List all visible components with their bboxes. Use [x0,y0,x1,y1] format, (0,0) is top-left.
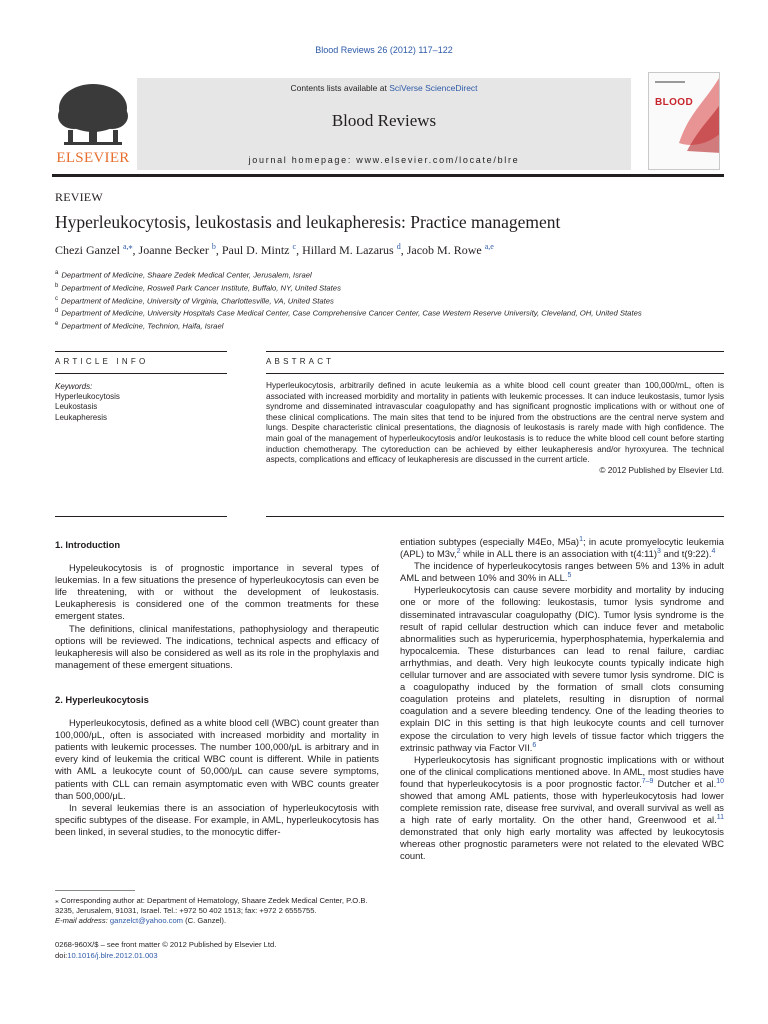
keyword-item: Leukapheresis [55,412,108,422]
abstract-bottom-rule [266,516,724,517]
affiliation-list [55,268,735,332]
author-affiliation-mark[interactable]: a,e [484,242,494,251]
journal-masthead [137,78,631,170]
footnote-rule [55,890,135,891]
issn-line: 0268-960X/$ – see front matter © 2012 Published by Elsevier Ltd. [55,940,277,949]
header-rule [52,174,724,177]
author-affiliation-mark[interactable]: b [211,242,216,251]
affiliation-item: $^e$ Department of Medicine, Technion, Haifa, Israel [55,321,224,331]
author-affiliation-mark[interactable]: c [292,242,297,251]
keywords-label: Keywords: [55,382,93,391]
section-heading-introduction: 1. Introduction [55,539,121,550]
journal-title: Blood Reviews [331,111,437,130]
body-left-column [55,539,379,838]
paragraph: In several leukemias there is an association of hyperleukocytosis with specific subtypes of the disease. For example, in AML, hyperleukocytosis has been linked, in several studies, to the monocytic differ- [55,801,379,837]
journal-citation[interactable]: Blood Reviews 26 (2012) 117–122 [315,45,453,55]
affiliation-item: $^d$ Department of Medicine, University Hospitals Case Medical Center, Case Comprehensive Cancer Center, Case Western Reserve University, Cleveland, OH, United States [55,308,642,318]
paragraph: Hyperleukocytosis has significant prognostic implications with or without one of the clinical complications mentioned above. In AML, most studies have found that hyperleukocytosis is a poor prognostic factor.$^{7-9}$ Dutcher et al.$^{10}$ showed that among AML patients, those with hyperleukocytosis had lower complete remission rate, disease free survival, and overall survival as well as a high rate of early mortality. On the other hand, Greenwood et al.$^{11}$ demonstrated that only high early mortality was affected by leukocytosis whereas other prognostic parameters were not related to the elevated WBC count. [400,753,724,862]
author-name[interactable]: Joanne Becker [138,243,209,257]
affiliation-item: $^a$ Department of Medicine, Shaare Zedek Medical Center, Jerusalem, Israel [55,270,312,280]
affiliation-item: $^b$ Department of Medicine, Roswell Park Cancer Institute, Buffalo, NY, United States [55,282,341,293]
abstract-rule [266,373,724,374]
cover-title: BLOOD [655,97,694,108]
author-affiliation-mark[interactable]: d [396,242,401,251]
contents-line: Contents lists available at SciVerse ScienceDirect [290,83,478,93]
doi-line: doi:10.1016/j.blre.2012.01.003 [55,950,158,960]
sciencedirect-link[interactable]: SciVerse ScienceDirect [389,83,478,93]
author-name[interactable]: Chezi Ganzel [55,243,120,257]
article-info-bottom-rule [55,516,227,517]
article-info-top-rule [55,351,227,352]
author-name[interactable]: Hillard M. Lazarus [302,243,394,257]
author-name[interactable]: Jacob M. Rowe [406,243,482,257]
paragraph: Hyperleukocytosis can cause severe morbidity and mortality by inducing one or more of the following: leukostasis, tumor lysis syndrome and disseminated intravascular coagulopathy (DIC). Tumor lysis syndrome is the result of rapid cellular destruction which can induce fever and metabolic abnormalities such as hyperuricemia, hyperphosphatemia, hyperkalemia and hypocalcemia. These disturbances can lead to renal failure, cardiac arrhythmias, and death. Very high leukocyte counts typically indicate high cellular turnover and are associated with severe tumor lysis syndrome. DIC is a coagulopathy induced by the formation of small clots consuming coagulation proteins and platelets, resulting in disruption of normal coagulation and a severe bleeding tendency. One of the leading theories to explain DIC in this setting is that high leukocyte counts and cell turnover expose the circulation to very high levels of tissue factor which triggers the extrinsic pathway via Factor VII.$^6$ [400,584,724,753]
abstract-top-rule [266,351,724,352]
citation-link[interactable]: 5 [567,572,572,580]
keyword-item: Hyperleukocytosis [55,392,120,402]
cover-swirl-graphic [649,73,720,170]
author-list: Chezi Ganzel $^{a,⁎}$, Joanne Becker $^b$, Paul D. Mintz $^c$, Hillard M. Lazarus $^d$, Jacob M. Rowe $^{a,e}$ [55,242,494,257]
corresponding-author-footnote: ⁎ Corresponding author at: Department of Hematology, Shaare Zedek Medical Center, P.O.B. 3235, Jerusalem, 91031, Israel. Tel.: +972 50 402 1513; fax: +972 2 6555755. E-mail address: ganzelct@yahoo.com (C. Ganzel). [55,896,368,925]
doi-link[interactable]: 10.1016/j.blre.2012.01.003 [67,950,158,960]
publisher-name: ELSEVIER [56,150,130,166]
citation-link[interactable]: 6 [532,741,537,749]
citation-link[interactable]: 2 [456,547,461,555]
author-affiliation-mark[interactable]: a,⁎ [122,242,133,251]
journal-homepage[interactable]: journal homepage: www.elsevier.com/locate/blre [248,155,520,165]
body-right-column [400,536,724,863]
author-name[interactable]: Paul D. Mintz [221,243,290,257]
paragraph: Hyperleukocytosis, defined as a white blood cell (WBC) count greater than 100,000/μL, often is associated with increased morbidity and mortality in patients with leukemic processes. The number 100,000/μL is arbitrary and in every kind of leukemia the critical WBC count is different. While in patients with AML a leukocyte count of 50,000/μL can cause severe symptoms, patients with CLL can remain asymptomatic even with WBC counts greater than 500,000/μL. [55,717,379,801]
issn-doi-block [55,940,276,961]
citation-link[interactable]: 7–9 [641,777,654,785]
abstract-copyright: © 2012 Published by Elsevier Ltd. [599,464,724,475]
paragraph: The incidence of hyperleukocytosis ranges between 5% and 13% in adult AML and between 10% and 30% in ALL.$^5$ [400,560,724,584]
section-heading-hyperleukocytosis: 2. Hyperleukocytosis [55,693,149,705]
article-title: Hyperleukocytosis, leukostasis and leukapheresis: Practice management [55,212,561,232]
affiliation-item: $^c$ Department of Medicine, University of Virginia, Charlottesville, VA, United States [55,295,334,306]
article-info-heading: ARTICLE INFO [55,357,149,366]
email-link[interactable]: ganzelct@yahoo.com [109,916,184,925]
abstract-heading: ABSTRACT [266,357,335,366]
citation-link[interactable]: 3 [657,547,661,555]
abstract-text: Hyperleukocytosis, arbitrarily defined in acute leukemia as a white blood cell count greater than 100,000/mL, often is associated with increased morbidity and mortality in patients with leukemic processes. It can induce leukostasis, tumor lysis syndrome and disseminated intravascular coagulopathy and has significant prognostic implications with or without one of these clinical complications. The main sites that tend to be injured from the obstructions are the central nerve system and lungs. Despite characteristic clinical presentations, the diagnosis of leukostasis is rarely made with high confidence. The main goal of the management of hyperleukocytosis and/or leukostasis is to reduce the white blood cell count before starting induction chemotherapy. The cytoreduction can be achieved by either leukapheresis and/or hyroxyurea. The technical aspects, complications and efficacy of leukapheresis are discussed in the current article. © 2012 Published by Elsevier Ltd. [266,380,724,475]
journal-cover-thumbnail [648,72,720,170]
keyword-item: Leukostasis [55,402,98,412]
paragraph: entiation subtypes (especially M4Eo, M5a)$^1$; in acute promyelocytic leukemia (APL) to M3v,$^2$ while in ALL there is an association with t(4:11)$^3$ and t(9:22).$^4$ [400,535,724,560]
citation-link[interactable]: 11 [716,814,724,822]
paragraph: The definitions, clinical manifestations, pathophysiology and therapeutic options will be reviewed. The indications, technical aspects and efficacy of leukapheresis will also be considered as well as its role in the prophylaxis and management of these emergent situations. [55,622,379,670]
citation-link[interactable]: 4 [711,547,716,555]
article-info-rule [55,373,227,374]
article-type: REVIEW [55,190,103,204]
citation-link[interactable]: 10 [716,777,724,785]
keywords-block [55,382,120,423]
paragraph: Hypeleukocytosis is of prognostic importance in several types of leukemias. In a few situations the presence of hyperleukocytosis can even be life threatening, with or without the development of leukostasis. Leukapheresis is considered one of the common treatments for these emergent states. [55,562,379,622]
citation-link[interactable]: 1 [579,535,583,543]
